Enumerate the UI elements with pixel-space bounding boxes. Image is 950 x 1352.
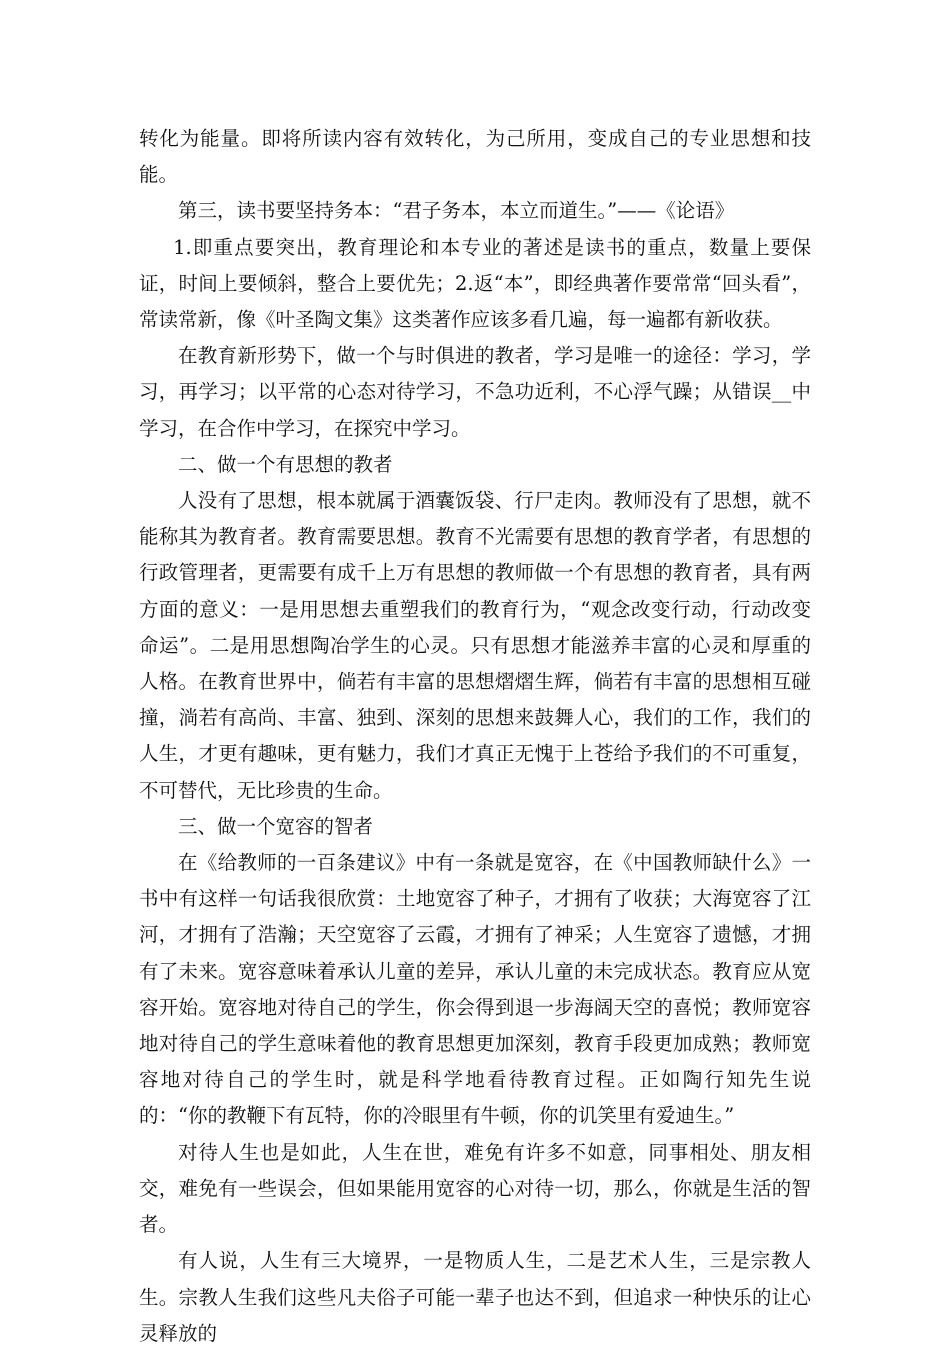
paragraph-three-realms: 有人说，人生有三大境界，一是物质人生，二是艺术人生，三是宗教人生。宗教人生我们这些凡夫俗子可能一辈子也达不到，但追求一种快乐的让心灵释放的 (139, 1249, 811, 1345)
paragraph-numbered-list: 1.即重点要突出，教育理论和本专业的著述是读书的重点，数量上要保证，时间上要倾斜，整合上要优先；2.返“本”，即经典著作要常常“回头看”，常读常新，像《叶圣陶文集》这类著作应该多看几遍，每一遍都有新收获。 (139, 235, 811, 332)
paragraph-learning: 在教育新形势下，做一个与时俱进的教者，学习是唯一的途径：学习，学习，再学习；以平常的心态对待学习，不急功近利，不心浮气躁；从错误__中学习，在合作中学习，在探究中学习。 (139, 344, 811, 440)
document-body (139, 121, 811, 1352)
section-heading-thinker: 二、做一个有思想的教者 (178, 452, 393, 476)
paragraph-third-point: 第三，读书要坚持务本：“君子务本，本立而道生。”——《论语》 (178, 199, 735, 223)
paragraph-tolerance: 在《给教师的一百条建议》中有一条就是宽容，在《中国教师缺什么》一书中有这样一句话我很欣赏：土地宽容了种子，才拥有了收获；大海宽容了江河，才拥有了浩瀚；天空宽容了云霞，才拥有了神采；人生宽容了遗憾，才拥有了未来。宽容意味着承认儿童的差异，承认儿童的未完成状态。教育应从宽容开始。宽容地对待自己的学生，你会得到退一步海阔天空的喜悦；教师宽容地对待自己的学生意味着他的教育思想更加深刻，教育手段更加成熟；教师宽容地对待自己的学生时，就是科学地看待教育过程。正如陶行知先生说的：“你的教鞭下有瓦特，你的冷眼里有牛顿，你的讥笑里有爱迪生。” (139, 851, 811, 1128)
paragraph-thought: 人没有了思想，根本就属于酒囊饭袋、行尸走肉。教师没有了思想，就不能称其为教育者。教育需要思想。教育不光需要有思想的教育学者，有思想的行政管理者，更需要有成千上万有思想的教师做一个有思想的教育者，具有两方面的意义：一是用思想去重塑我们的教育行为，“观念改变行动，行动改变命运”。二是用思想陶冶学生的心灵。只有思想才能滋养丰富的心灵和厚重的人格。在教育世界中，倘若有丰富的思想熠熠生辉，倘若有丰富的思想相互碰撞，淌若有高尚、丰富、独到、深刻的思想来鼓舞人心，我们的工作，我们的人生，才更有趣味，更有魅力，我们才真正无愧于上苍给予我们的不可重复，不可替代，无比珍贵的生命。 (139, 489, 811, 802)
section-heading-tolerance: 三、做一个宽容的智者 (178, 814, 374, 838)
paragraph-life: 对待人生也是如此，人生在世，难免有许多不如意，同事相处、朋友相交，难免有一些误会，但如果能用宽容的心对待一切，那么，你就是生活的智者。 (139, 1140, 811, 1237)
paragraph-continuation: 转化为能量。即将所读内容有效转化，为己所用，变成自己的专业思想和技能。 (139, 127, 811, 187)
